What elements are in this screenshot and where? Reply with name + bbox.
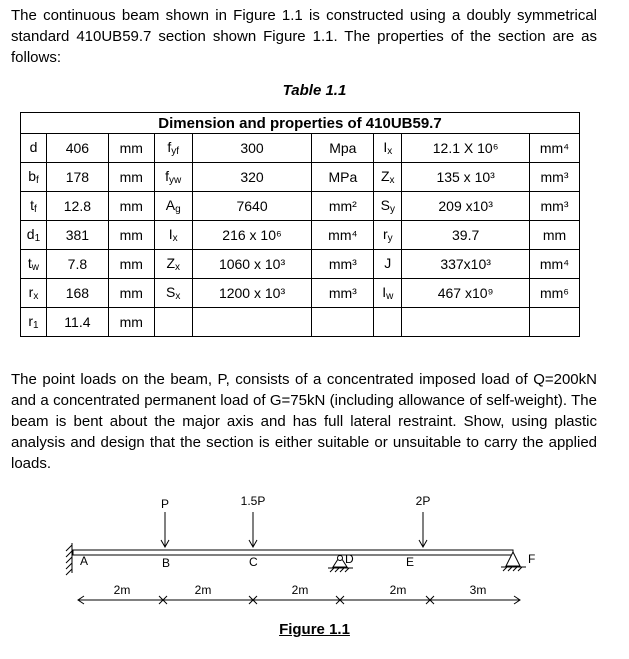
symbol-cell xyxy=(21,134,47,163)
symbol-subscript: 1 xyxy=(34,233,41,244)
symbol-text: f xyxy=(167,139,172,155)
symbol-cell xyxy=(374,163,402,192)
unit-cell: Mpa xyxy=(312,134,374,163)
value-cell: 381 xyxy=(46,221,108,250)
table-caption: Table 1.1 xyxy=(282,82,347,99)
table-row xyxy=(21,192,580,221)
beam-diagram xyxy=(0,490,629,620)
symbol-cell xyxy=(374,221,402,250)
symbol-text: r xyxy=(28,284,34,300)
problem-paragraph: The point loads on the beam, P, consists of a concentrated imposed load of Q=200kN and a concentrated permanent load of G=75kN (including allowance of self-weight). The beam is bent about the major axis and has full lateral restraint. Show, using plastic analysis and design that the section is either suitable or unsuitable to carry the applied loads. xyxy=(11,371,597,472)
symbol-subscript: x xyxy=(175,291,181,302)
symbol-text: d xyxy=(29,139,38,155)
table-title-row xyxy=(21,113,580,134)
unit-cell: mm xyxy=(108,250,154,279)
symbol-cell xyxy=(21,192,47,221)
unit-cell: mm⁴ xyxy=(312,221,374,250)
symbol-cell xyxy=(154,308,192,337)
symbol-cell xyxy=(154,221,192,250)
symbol-subscript: yf xyxy=(171,146,180,157)
symbol-cell xyxy=(374,279,402,308)
span-label-2: 2m xyxy=(194,583,212,597)
value-cell: 337x10³ xyxy=(402,250,530,279)
value-cell: 467 x10⁹ xyxy=(402,279,530,308)
load-label-c: 1.5P xyxy=(240,494,266,508)
span-label-3: 2m xyxy=(291,583,309,597)
symbol-text: Z xyxy=(380,168,390,184)
symbol-subscript: x xyxy=(33,291,39,302)
unit-cell: MPa xyxy=(312,163,374,192)
unit-cell: mm xyxy=(108,221,154,250)
unit-cell: mm² xyxy=(312,192,374,221)
symbol-text: I xyxy=(382,284,387,300)
unit-cell: mm xyxy=(108,163,154,192)
value-cell: 1060 x 10³ xyxy=(192,250,312,279)
symbol-subscript: f xyxy=(34,204,37,215)
symbol-cell xyxy=(374,308,402,337)
table-row xyxy=(21,279,580,308)
symbol-subscript: x xyxy=(387,146,393,157)
span-label-1: 2m xyxy=(113,583,131,597)
value-cell: 300 xyxy=(192,134,312,163)
value-cell: 168 xyxy=(46,279,108,308)
value-cell: 12.1 X 10⁶ xyxy=(402,134,530,163)
load-label-e: 2P xyxy=(415,494,431,508)
value-cell: 209 x10³ xyxy=(402,192,530,221)
symbol-cell xyxy=(154,134,192,163)
symbol-subscript: x xyxy=(389,175,395,186)
symbol-subscript: w xyxy=(386,291,394,302)
symbol-text: J xyxy=(384,255,392,271)
value-cell: 11.4 xyxy=(46,308,108,337)
value-cell xyxy=(402,308,530,337)
beam xyxy=(73,550,513,555)
point-label-e: E xyxy=(406,555,415,569)
intro-paragraph: The continuous beam shown in Figure 1.1 is constructed using a doubly symmetrical standard 410UB59.7 section shown Figure 1.1. The properties of the section are as follows: xyxy=(11,7,597,66)
point-label-c: C xyxy=(249,555,258,569)
symbol-text: r xyxy=(382,226,388,242)
value-cell: 1200 x 10³ xyxy=(192,279,312,308)
symbol-text: t xyxy=(27,255,32,271)
symbol-cell xyxy=(21,279,47,308)
unit-cell: mm³ xyxy=(530,192,580,221)
symbol-text: I xyxy=(383,139,388,155)
symbol-text: A xyxy=(165,197,176,213)
unit-cell: mm³ xyxy=(312,279,374,308)
value-cell: 135 x 10³ xyxy=(402,163,530,192)
symbol-subscript: x xyxy=(172,233,178,244)
symbol-subscript: y xyxy=(387,233,393,244)
table-row xyxy=(21,308,580,337)
symbol-subscript: x xyxy=(175,262,180,273)
point-label-f: F xyxy=(528,552,536,566)
table-row xyxy=(21,134,580,163)
symbol-subscript: yw xyxy=(169,175,182,186)
symbol-cell xyxy=(154,163,192,192)
symbol-subscript: w xyxy=(31,262,40,273)
unit-cell xyxy=(530,308,580,337)
symbol-text: S xyxy=(166,284,176,300)
table-row xyxy=(21,163,580,192)
unit-cell: mm xyxy=(108,134,154,163)
value-cell: 7640 xyxy=(192,192,312,221)
symbol-cell xyxy=(154,279,192,308)
symbol-cell xyxy=(21,221,47,250)
symbol-text: t xyxy=(30,197,35,213)
fixed-support xyxy=(66,543,72,575)
unit-cell: mm xyxy=(530,221,580,250)
figure-caption: Figure 1.1 xyxy=(279,621,350,638)
unit-cell: mm⁴ xyxy=(530,134,580,163)
symbol-text: S xyxy=(380,197,390,213)
dimension-line xyxy=(78,596,520,604)
value-cell: 320 xyxy=(192,163,312,192)
value-cell: 12.8 xyxy=(46,192,108,221)
value-cell xyxy=(192,308,312,337)
value-cell: 406 xyxy=(46,134,108,163)
symbol-cell xyxy=(374,192,402,221)
symbol-text: I xyxy=(168,226,173,242)
unit-cell: mm⁴ xyxy=(530,250,580,279)
symbol-subscript: f xyxy=(35,175,39,186)
symbol-text: f xyxy=(165,168,170,184)
point-label-a: A xyxy=(80,554,89,568)
value-cell: 7.8 xyxy=(46,250,108,279)
symbol-cell xyxy=(154,250,192,279)
value-cell: 39.7 xyxy=(402,221,530,250)
symbol-text: r xyxy=(28,313,34,329)
properties-table xyxy=(20,112,580,337)
symbol-cell xyxy=(21,163,47,192)
unit-cell xyxy=(312,308,374,337)
symbol-cell xyxy=(154,192,192,221)
unit-cell: mm³ xyxy=(530,163,580,192)
symbol-subscript: 1 xyxy=(33,320,39,331)
table-row xyxy=(21,250,580,279)
symbol-text: d xyxy=(26,226,35,242)
symbol-subscript: y xyxy=(389,204,395,215)
unit-cell: mm⁶ xyxy=(530,279,580,308)
table-title: Dimension and properties of 410UB59.7 xyxy=(21,113,580,134)
symbol-cell xyxy=(21,250,47,279)
symbol-subscript: g xyxy=(175,204,181,215)
symbol-cell xyxy=(374,134,402,163)
value-cell: 216 x 10⁶ xyxy=(192,221,312,250)
unit-cell: mm xyxy=(108,279,154,308)
symbol-cell xyxy=(374,250,402,279)
unit-cell: mm³ xyxy=(312,250,374,279)
table-row xyxy=(21,221,580,250)
value-cell: 178 xyxy=(46,163,108,192)
symbol-text: Z xyxy=(166,255,175,271)
span-label-4: 2m xyxy=(389,583,407,597)
point-label-d: D xyxy=(345,552,354,566)
span-label-5: 3m xyxy=(469,583,487,597)
unit-cell: mm xyxy=(108,192,154,221)
load-label-b: P xyxy=(160,497,170,511)
symbol-cell xyxy=(21,308,47,337)
point-label-b: B xyxy=(162,556,171,570)
unit-cell: mm xyxy=(108,308,154,337)
symbol-text: b xyxy=(28,168,36,184)
